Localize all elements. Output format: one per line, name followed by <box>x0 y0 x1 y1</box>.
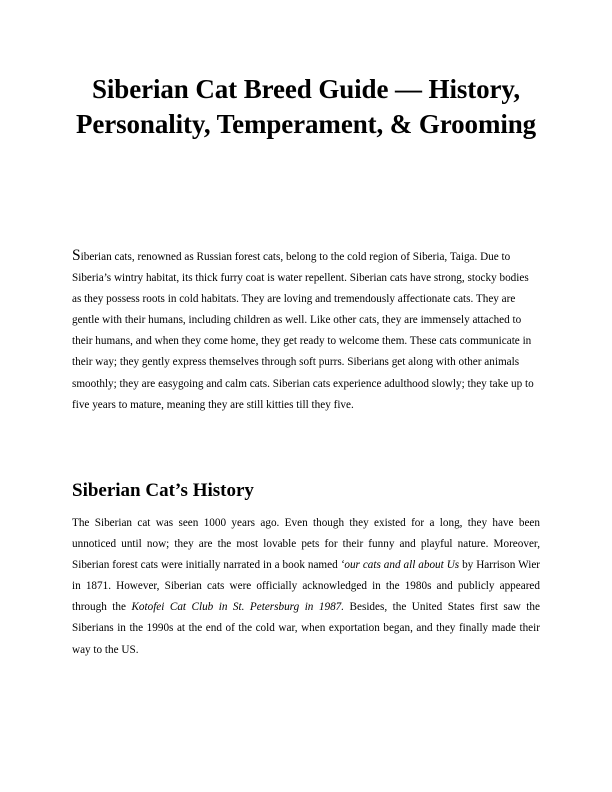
intro-paragraph <box>72 245 540 416</box>
history-text-3: Besides, the United States first saw the Siberians in the 1990s at the end of the cold war, when exportation began, and they finally made their way to the US. <box>72 601 540 656</box>
intro-dropcap: S <box>72 247 81 264</box>
history-heading: Siberian Cat’s History <box>72 480 254 501</box>
history-paragraph <box>72 513 540 661</box>
history-text-1: The Siberian cat was seen 1000 years ago. Even though they existed for a long, they have been unnoticed until now; they are the most lovable pets for their funny and playful nature. Moreover, Siberian forest cats were initially narrated in a book named <box>72 517 540 572</box>
history-club-name: Kotofei Cat Club in St. Petersburg in 1987. <box>131 601 345 614</box>
history-text-2: by Harrison Wier in 1871. However, Siberian cats were officially acknowledged in the 1980s and publicly appeared through the <box>72 559 541 614</box>
intro-text: iberian cats, renowned as Russian forest cats, belong to the cold region of Siberia, Taiga. Due to Siberia’s wintry habitat, its thick furry coat is water repellent. Siberian cats have strong, stocky bodies as they possess roots in cold habitats. They are loving and tremendously affectionate cats. They are gentle with their humans, including children as well. Like other cats, they are immensely attached to their humans, and when they come home, they get ready to welcome them. These cats communicate in their way; they gently express themselves through soft purrs. Siberians get along with other animals smoothly; they are easygoing and calm cats. Siberian cats experience adulthood slowly; they take up to five years to mature, meaning they are still kitties till they five. <box>72 251 534 411</box>
page-title: Siberian Cat Breed Guide — History, Personality, Temperament, & Grooming <box>75 74 537 139</box>
history-book-title: ‘our cats and all about Us <box>340 559 460 572</box>
